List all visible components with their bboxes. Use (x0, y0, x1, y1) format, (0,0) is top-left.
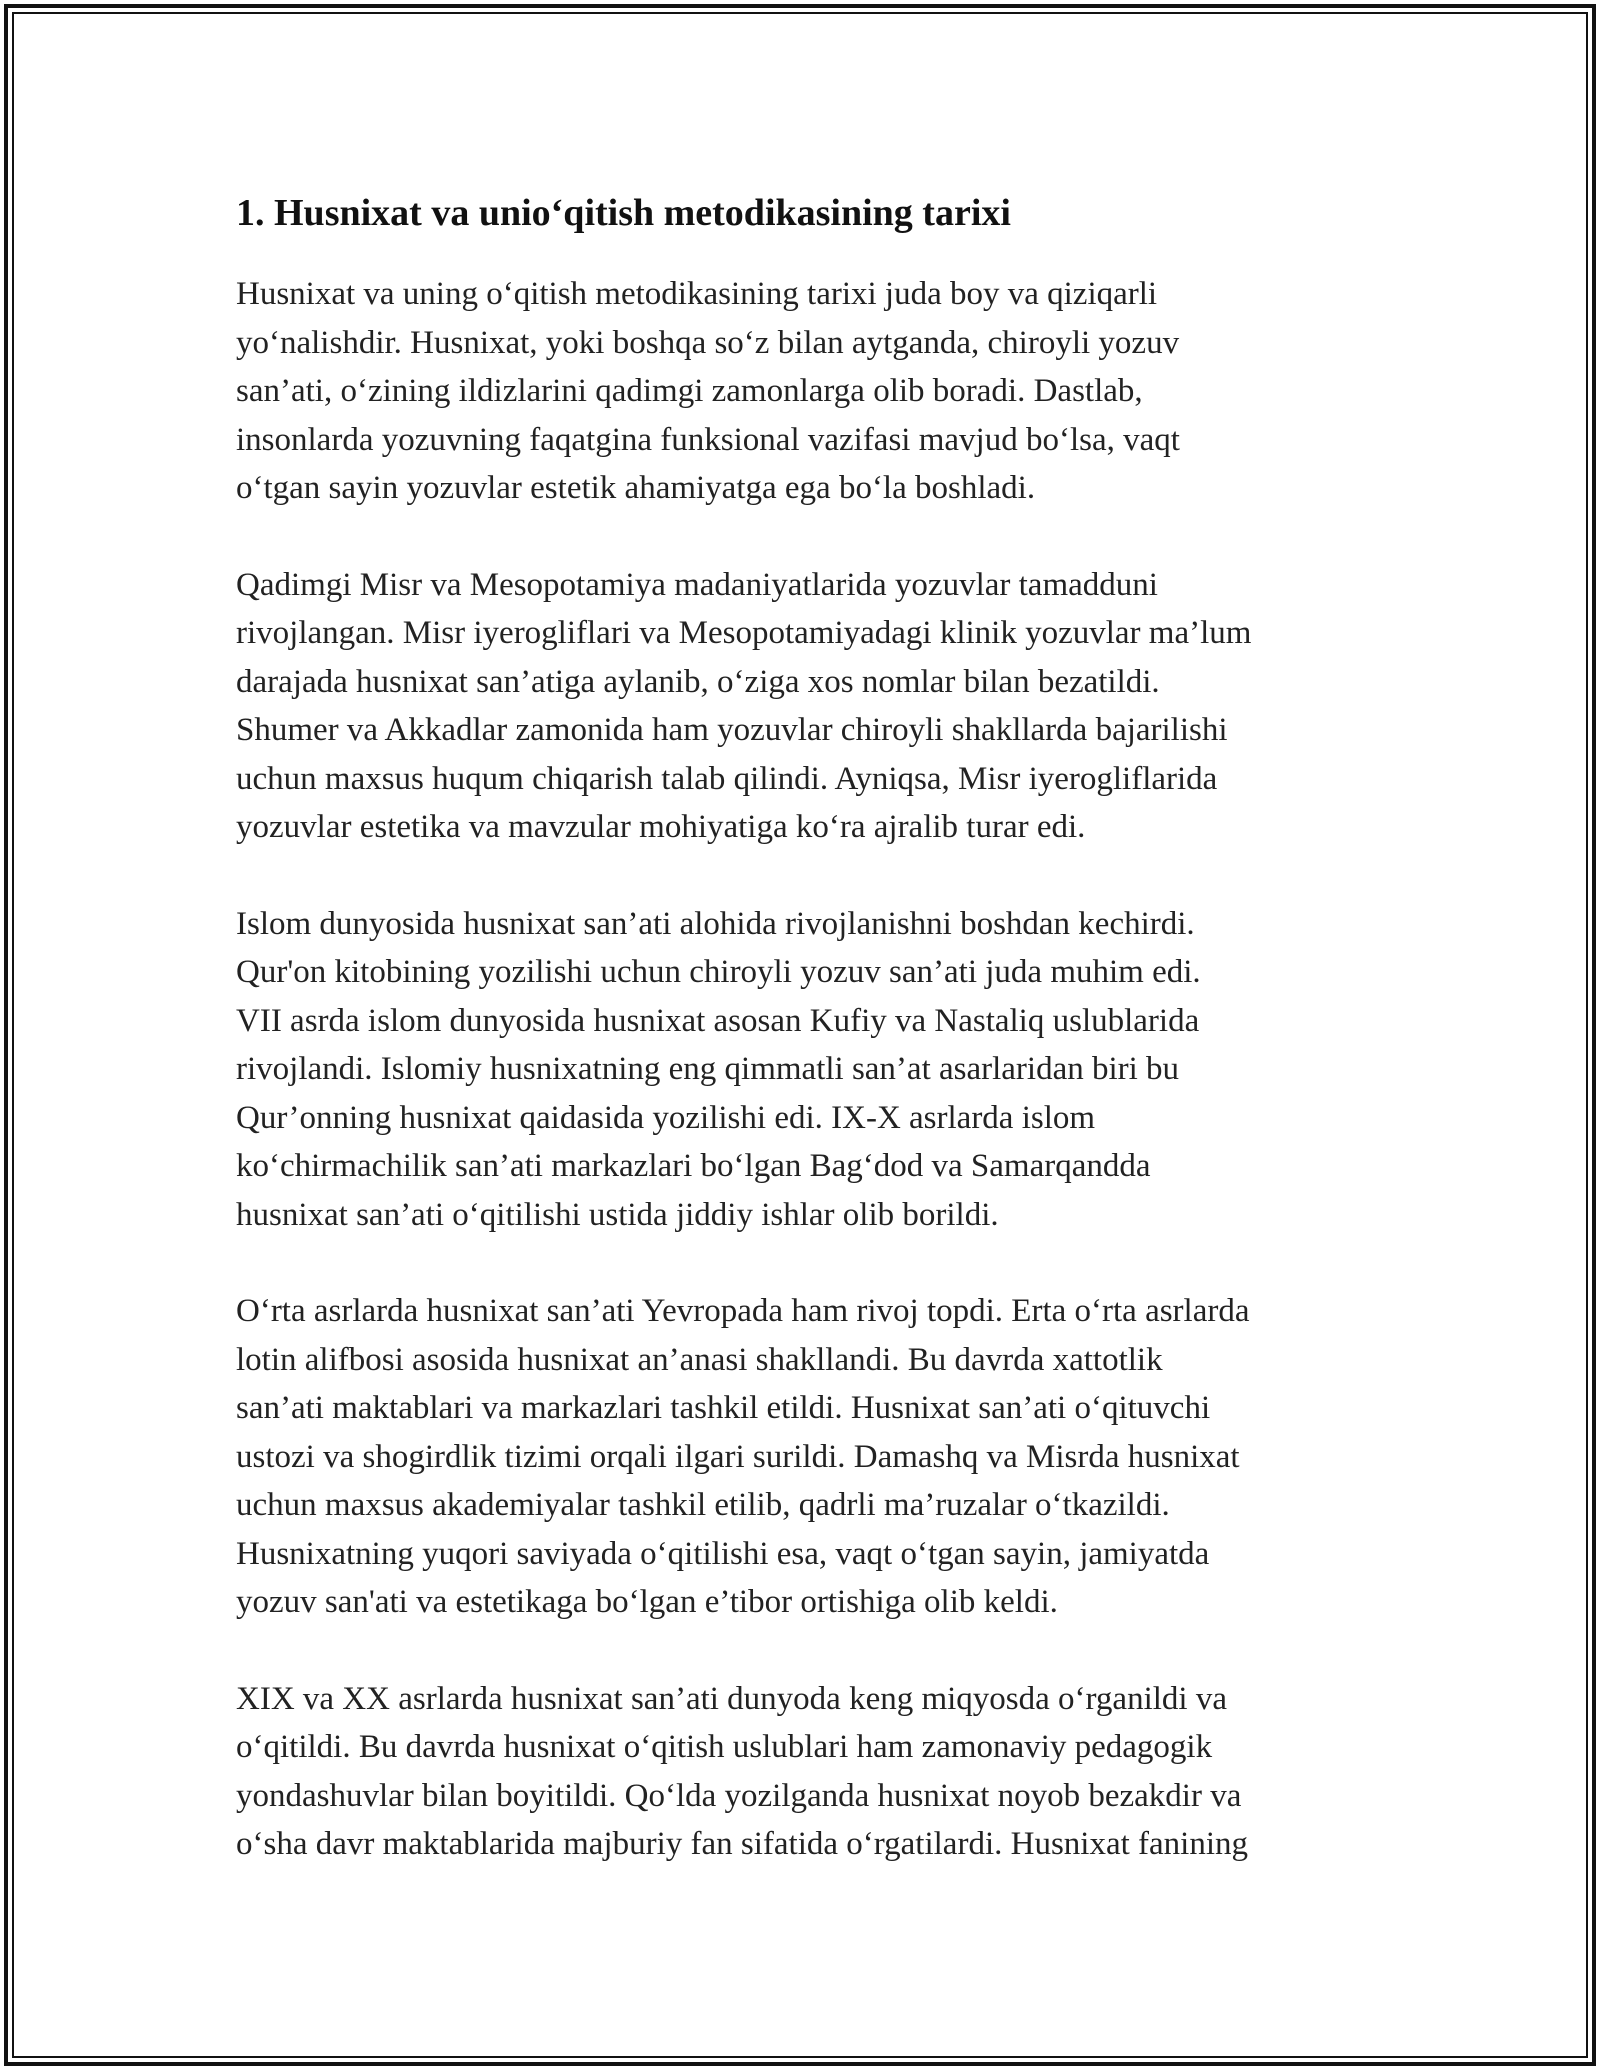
paragraph-line: yondashuvlar bilan boyitildi. Qo‘lda yozilganda husnixat noyob bezakdir va (236, 1777, 1242, 1814)
paragraph-line: yozuvlar estetika va mavzular mohiyatiga ko‘ra ajralib turar edi. (236, 809, 1086, 845)
paragraph-line: Qur'on kitobining yozilishi uchun chiroyli yozuv san’ati juda muhim edi. (236, 954, 1201, 990)
paragraph-line: Islom dunyosida husnixat san’ati alohida rivojlanishni boshdan kechirdi. (236, 905, 1195, 942)
paragraph-5 (236, 1675, 1376, 1869)
paragraph-line: Qur’onning husnixat qaidasida yozilishi edi. IX-X asrlarda islom (236, 1099, 1096, 1136)
paragraph-line: o‘qitildi. Bu davrda husnixat o‘qitish uslublari ham zamonaviy pedagogik (236, 1729, 1213, 1765)
paragraph-line: rivojlandi. Islomiy husnixatning eng qimmatli san’at asarlaridan biri bu (236, 1051, 1180, 1087)
paragraph-line: ko‘chirmachilik san’ati markazlari bo‘lgan Bag‘dod va Samarqandda (236, 1148, 1151, 1184)
paragraph-line: san’ati maktablari va markazlari tashkil etildi. Husnixat san’ati o‘qituvchi (236, 1390, 1211, 1426)
paragraph-line: Shumer va Akkadlar zamonida ham yozuvlar chiroyli shakllarda bajarilishi (236, 712, 1228, 748)
document-title: 1. Husnixat va unio‘qitish metodikasining tarixi (236, 192, 1011, 234)
paragraph-line: rivojlangan. Misr iyerogliflari va Mesopotamiyadagi klinik yozuvlar ma’lum (236, 615, 1252, 651)
paragraph-line: uchun maxsus akademiyalar tashkil etilib, qadrli ma’ruzalar o‘tkazildi. (236, 1487, 1170, 1523)
paragraph-line: Husnixatning yuqori saviyada o‘qitilishi esa, vaqt o‘tgan sayin, jamiyatda (236, 1535, 1210, 1572)
paragraph-line: san’ati, o‘zining ildizlarini qadimgi zamonlarga olib boradi. Dastlab, (236, 373, 1143, 409)
paragraph-2 (236, 561, 1376, 852)
paragraph-line: XIX va XX asrlarda husnixat san’ati dunyoda keng miqyosda o‘rganildi va (236, 1680, 1227, 1717)
paragraph-line: Qadimgi Misr va Mesopotamiya madaniyatlarida yozuvlar tamadduni (236, 566, 1158, 603)
paragraph-line: lotin alifbosi asosida husnixat an’anasi shakllandi. Bu davrda xattotlik (236, 1341, 1163, 1378)
paragraph-line: uchun maxsus huqum chiqarish talab qilindi. Ayniqsa, Misr iyerogliflarida (236, 760, 1218, 797)
paragraph-line: darajada husnixat san’atiga aylanib, o‘ziga xos nomlar bilan bezatildi. (236, 663, 1160, 700)
paragraph-1 (236, 270, 1376, 513)
paragraph-4 (236, 1287, 1376, 1627)
paragraph-line: o‘tgan sayin yozuvlar estetik ahamiyatga ega bo‘la boshladi. (236, 470, 1036, 506)
paragraph-line: husnixat san’ati o‘qitilishi ustida jiddiy ishlar olib borildi. (236, 1196, 999, 1233)
paragraph-3 (236, 900, 1376, 1240)
paragraph-line: O‘rta asrlarda husnixat san’ati Yevropada ham rivoj topdi. Erta o‘rta asrlarda (236, 1293, 1250, 1329)
paragraph-line: VII asrda islom dunyosida husnixat asosan Kufiy va Nastaliq uslublarida (236, 1002, 1200, 1039)
paragraph-line: o‘sha davr maktablarida majburiy fan sifatida o‘rgatilardi. Husnixat fanining (236, 1826, 1248, 1862)
paragraph-line: yo‘nalishdir. Husnixat, yoki boshqa so‘z bilan aytganda, chiroyli yozuv (236, 324, 1180, 361)
paragraph-line: yozuv san'ati va estetikaga bo‘lgan e’tibor ortishiga olib keldi. (236, 1584, 1058, 1620)
document-body (236, 186, 1376, 1917)
paragraph-line: Husnixat va uning o‘qitish metodikasining tarixi juda boy va qiziqarli (236, 276, 1158, 312)
paragraph-line: insonlarda yozuvning faqatgina funksional vazifasi mavjud bo‘lsa, vaqt (236, 421, 1180, 458)
paragraph-line: ustozi va shogirdlik tizimi orqali ilgari surildi. Damashq va Misrda husnixat (236, 1438, 1240, 1475)
